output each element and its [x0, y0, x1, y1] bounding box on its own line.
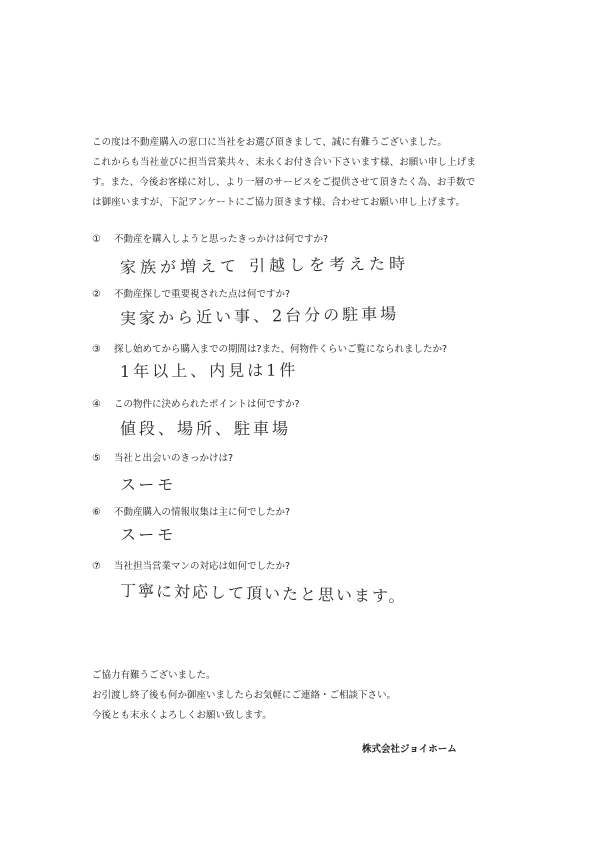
closing-line: ご協力有難うございました。 — [92, 670, 216, 681]
survey-item-6 — [92, 506, 522, 544]
survey-item-2 — [92, 288, 522, 328]
closing-line: 今後とも末永くよろしくお願い致します。 — [92, 710, 272, 721]
company-name: 株式会社ジョイホーム — [362, 744, 457, 755]
question-number: ⑥ — [92, 507, 101, 518]
question-text: 不動産を購入しようと思ったきっかけは何ですか? — [114, 234, 329, 245]
question-text: 当社担当営業マンの対応は如何でしたか? — [114, 561, 291, 572]
question-text: 不動産購入の情報収集は主に何でしたか? — [114, 507, 291, 518]
closing-paragraph — [92, 666, 512, 726]
question-7 — [92, 560, 522, 574]
question-3 — [92, 343, 522, 357]
question-number: ② — [92, 289, 101, 300]
handwritten-answer-5: スーモ — [120, 475, 177, 494]
question-1 — [92, 233, 522, 247]
question-text: 不動産探しで重要視された点は何ですか? — [114, 289, 291, 300]
question-number: ① — [92, 234, 101, 245]
handwritten-answer-2: 実家から近い事、2台分の駐車場 — [119, 304, 400, 328]
question-number: ③ — [92, 344, 101, 355]
question-2 — [92, 288, 522, 302]
closing-line: お引渡し終了後も何か御座いましたらお気軽にご連絡・ご相談下さい。 — [92, 690, 397, 701]
survey-item-1 — [92, 233, 522, 277]
intro-line: この度は不動産購入の窓口に当社をお選び頂きまして、誠に有難うございました。 — [92, 137, 448, 148]
handwritten-answer-3: 1年以上、内見は1件 — [119, 360, 299, 381]
handwritten-answer-1: 家族が増えて 引越しを考えた時 — [119, 253, 410, 277]
intro-line: これからも当社並びに担当営業共々、末永くお付き合い下さいます様、お願い申し上げま — [92, 157, 477, 168]
intro-line: は御座いますが、下記アンケートにご協力頂きます様、合わせてお願い申し上げます。 — [92, 197, 466, 208]
survey-item-3 — [92, 343, 522, 381]
handwritten-answer-7: 丁寧に対応して頂いたと思います。 — [119, 581, 407, 607]
handwritten-answer-4: 値段、場所、駐車場 — [120, 419, 292, 438]
handwritten-answer-6: スーモ — [120, 525, 177, 544]
survey-item-5 — [92, 452, 522, 494]
survey-item-4 — [92, 398, 522, 438]
question-text: この物件に決められたポイントは何ですか? — [114, 399, 300, 410]
question-6 — [92, 506, 522, 520]
question-4 — [92, 398, 522, 412]
question-text: 当社と出会いのきっかけは? — [114, 453, 234, 464]
question-number: ⑦ — [92, 561, 101, 572]
intro-line: す。また、今後お客様に対し、より一層のサービスをご提供させて頂きたく為、お手数で — [92, 177, 476, 188]
survey-item-7 — [92, 560, 522, 607]
question-number: ⑤ — [92, 453, 101, 464]
intro-paragraph — [92, 133, 512, 213]
question-text: 探し始めてから購入までの期間は?また、何物件くらいご覧になられましたか? — [114, 344, 448, 355]
question-5 — [92, 452, 522, 466]
question-number: ④ — [92, 399, 101, 410]
